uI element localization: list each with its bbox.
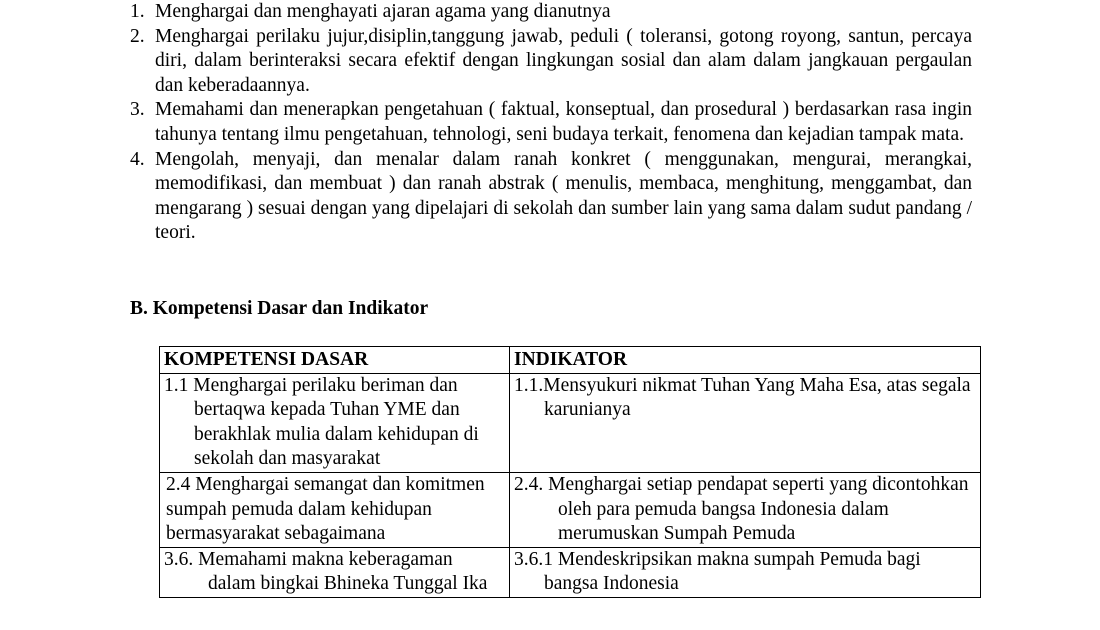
table-header-row — [160, 347, 981, 374]
list-item-text: Menghargai dan menghayati ajaran agama yang dianutnya — [155, 1, 611, 22]
table-row — [160, 547, 981, 597]
table-cell — [160, 472, 510, 547]
list-item-text: Memahami dan menerapkan pengetahuan ( faktual, konseptual, dan prosedural ) berdasarkan rasa ingin tahunya tentang ilmu pengetahuan, tehnologi, seni budaya terkait, fenomena dan kejadian tampak mata. — [155, 99, 972, 145]
table-cell — [510, 547, 981, 597]
list-item — [130, 148, 972, 246]
list-item — [130, 25, 972, 99]
cell-text: 2.4 Menghargai semangat dan komitmen sumpah pemuda dalam kehidupan bermasyarakat sebagaimana — [166, 473, 485, 545]
table-cell — [160, 373, 510, 472]
list-item-text: Menghargai perilaku jujur,disiplin,tanggung jawab, peduli ( toleransi, gotong royong, santun, percaya diri, dalam berinteraksi secara efektif dengan lingkungan sosial dan alam dalam jangkauan pergaulan dan keberadaannya. — [155, 25, 972, 96]
column-header-kompetensi: KOMPETENSI DASAR — [160, 347, 510, 374]
table-cell — [160, 547, 510, 597]
cell-text: 3.6. Memahami makna keberagaman dalam bingkai Bhineka Tunggal Ika — [164, 548, 488, 595]
competency-table — [159, 346, 981, 598]
list-item-number: 3. — [130, 99, 145, 121]
competency-list — [130, 0, 972, 246]
list-item-text: Mengolah, menyaji, dan menalar dalam ranah konkret ( menggunakan, mengurai, merangkai, memodifikasi, dan membuat ) dan ranah abstrak ( menulis, membaca, menghitung, menggambat, dan mengarang ) sesuai dengan yang dipelajari di sekolah dan sumber lain yang sama dalam sudut pandang / teori. — [155, 148, 972, 244]
list-item-number: 1. — [130, 1, 145, 22]
list-item-number: 2. — [130, 25, 145, 47]
section-heading: B. Kompetensi Dasar dan Indikator — [130, 298, 429, 319]
table-row — [160, 472, 981, 547]
cell-text: 3.6.1 Mendeskripsikan makna sumpah Pemuda bagi bangsa Indonesia — [514, 548, 921, 595]
table-row — [160, 373, 981, 472]
column-header-indikator: INDIKATOR — [510, 347, 981, 374]
table-cell — [510, 472, 981, 547]
cell-text: 1.1 Menghargai perilaku beriman dan bertaqwa kepada Tuhan YME dan berakhlak mulia dalam kehidupan di sekolah dan masyarakat — [164, 374, 479, 470]
list-item-number: 4. — [130, 148, 145, 170]
cell-text: 1.1.Mensyukuri nikmat Tuhan Yang Maha Esa, atas segala karunianya — [514, 374, 971, 421]
list-item — [130, 0, 972, 25]
table-cell — [510, 373, 981, 472]
list-item — [130, 98, 972, 147]
cell-text: 2.4. Menghargai setiap pendapat seperti yang dicontohkan oleh para pemuda bangsa Indonesia dalam merumuskan Sumpah Pemuda — [514, 473, 969, 545]
